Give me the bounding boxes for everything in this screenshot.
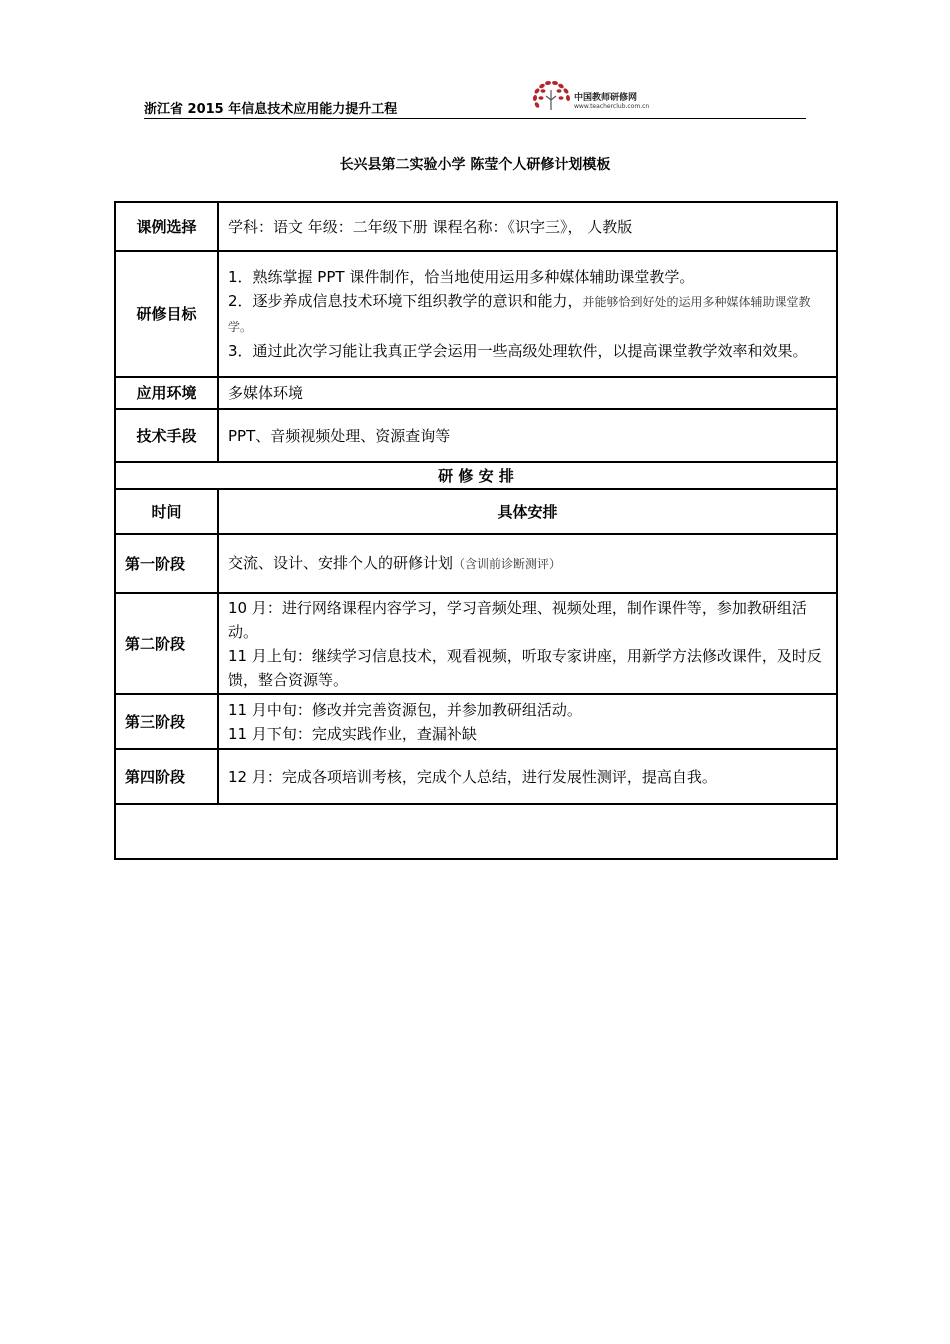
stage-1-note: （含训前诊断测评） — [453, 557, 562, 571]
row-stage-3 — [115, 694, 837, 749]
course-value: 学科：语文 年级：二年级下册 课程名称：《识字三》， 人教版 — [218, 202, 837, 251]
row-schedule-heading — [115, 462, 837, 489]
stage-4-label: 第四阶段 — [115, 749, 218, 804]
stage-2-line-2: 11 月上旬：继续学习信息技术，观看视频，听取专家讲座，用新学方法修改课件，及时反馈，整合资源等。 — [228, 646, 822, 689]
goal-2-note: 并能够恰到好处的运用多种媒体辅助课堂教学。 — [228, 295, 811, 334]
schedule-heading: 研 修 安 排 — [115, 462, 837, 489]
tech-label: 技术手段 — [115, 409, 218, 462]
empty-cell — [115, 804, 837, 859]
tech-value: PPT、音频视频处理、资源查询等 — [218, 409, 837, 462]
row-stage-1 — [115, 534, 837, 593]
goals-value — [218, 251, 837, 377]
logo-url: www.teacherclub.com.cn — [574, 103, 650, 110]
row-goals — [115, 251, 837, 377]
stage-4-value: 12 月：完成各项培训考核，完成个人总结，进行发展性测评，提高自我。 — [218, 749, 837, 804]
row-course — [115, 202, 837, 251]
stage-3-value — [218, 694, 837, 749]
row-stage-4 — [115, 749, 837, 804]
goal-3: 3．通过此次学习能让我真正学会运用一些高级处理软件，以提高课堂教学效率和效果。 — [228, 342, 808, 360]
stage-2-value — [218, 593, 837, 694]
stage-1-label: 第一阶段 — [115, 534, 218, 593]
course-label: 课例选择 — [115, 202, 218, 251]
page-header — [144, 78, 806, 119]
row-empty — [115, 804, 837, 859]
stage-1-value — [218, 534, 837, 593]
row-stage-2 — [115, 593, 837, 694]
col-time-header: 时间 — [115, 489, 218, 534]
stage-3-label: 第三阶段 — [115, 694, 218, 749]
goals-label: 研修目标 — [115, 251, 218, 377]
goal-1: 1．熟练掌握 PPT 课件制作，恰当地使用运用多种媒体辅助课堂教学。 — [228, 268, 695, 286]
plan-table — [114, 201, 838, 860]
goal-2 — [228, 289, 827, 339]
document-title: 长兴县第二实验小学 陈莹个人研修计划模板 — [339, 157, 611, 173]
logo-icon — [528, 78, 574, 116]
stage-3-line-2: 11 月下旬：完成实践作业，查漏补缺 — [228, 724, 477, 743]
stage-2-line-1: 10 月：进行网络课程内容学习，学习音频处理、视频处理，制作课件等，参加教研组活动。 — [228, 598, 807, 641]
goal-2-main: 2．逐步养成信息技术环境下组织教学的意识和能力， — [228, 292, 583, 310]
stage-3-line-1: 11 月中旬：修改并完善资源包，并参加教研组活动。 — [228, 700, 582, 719]
row-schedule-columns — [115, 489, 837, 534]
col-detail-header: 具体安排 — [218, 489, 837, 534]
row-env — [115, 377, 837, 409]
stage-2-label: 第二阶段 — [115, 593, 218, 694]
header-title: 浙江省 2015 年信息技术应用能力提升工程 — [144, 102, 398, 117]
logo-name: 中国教师研修网 — [574, 93, 638, 103]
row-tech — [115, 409, 837, 462]
env-value: 多媒体环境 — [218, 377, 837, 409]
stage-1-text: 交流、设计、安排个人的研修计划 — [228, 554, 454, 572]
env-label: 应用环境 — [115, 377, 218, 409]
site-logo — [528, 78, 728, 116]
